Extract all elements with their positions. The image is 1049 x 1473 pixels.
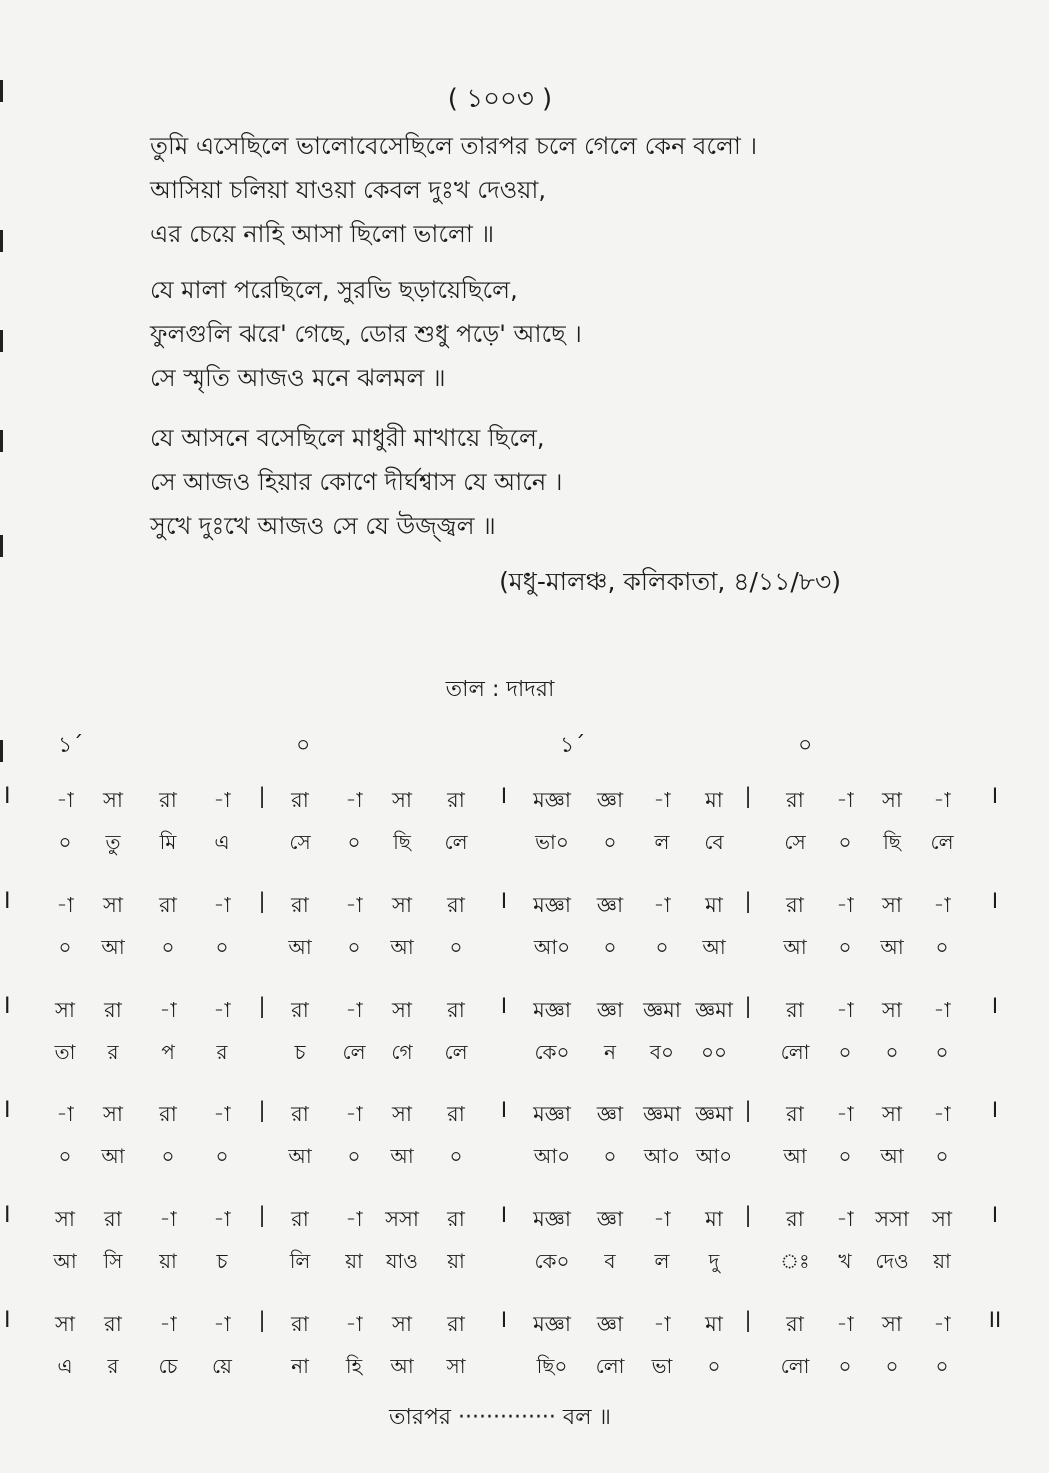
lyric-syllable-line: [0, 828, 1049, 868]
lyric-syllable: ছি: [883, 830, 901, 854]
stanza-1: [150, 124, 757, 256]
swara-note: -া: [56, 788, 74, 812]
swara-note: রা: [159, 892, 177, 917]
lyric-syllable: কে০: [534, 1039, 570, 1064]
lyric-syllable: ০: [347, 1144, 361, 1169]
lyric-syllable: ব০: [649, 1039, 675, 1064]
notation-row: [0, 1302, 1049, 1407]
swara-note: জ্ঞা: [596, 1102, 624, 1127]
lyric-syllable: ০: [838, 934, 852, 959]
beat-divider: |: [258, 888, 266, 913]
bar-end: I: [991, 888, 999, 913]
lyric-syllable: আ: [101, 934, 125, 959]
beat-marker: ০: [296, 733, 311, 758]
lyric-syllable: লো: [780, 1039, 810, 1064]
lyric-syllable: সা: [446, 1353, 466, 1378]
swara-note: রা: [447, 997, 465, 1022]
lyric-syllable: আ০: [533, 1144, 571, 1169]
lyric-syllable: ০: [885, 1353, 899, 1378]
bar-end: I: [991, 993, 999, 1018]
lyric-syllable: ০: [935, 934, 949, 959]
swara-note: -া: [653, 1311, 671, 1336]
swara-note: সা: [882, 788, 902, 812]
beat-divider: |: [744, 1307, 752, 1332]
taal-label: তাল : দাদরা: [445, 677, 555, 702]
lyric-line: সে স্মৃতি আজও মনে ঝলমল ॥: [150, 364, 446, 392]
lyric-syllable: লো: [595, 1353, 625, 1378]
swara-note: সা: [103, 788, 123, 812]
lyric-syllable: মি: [159, 830, 177, 854]
beat-divider: |: [744, 1098, 752, 1123]
swara-note: সা: [55, 997, 75, 1022]
notation-row: [0, 778, 1049, 883]
lyric-syllable: তা: [54, 1039, 76, 1064]
bar-end: I: [991, 784, 999, 808]
lyric-syllable: আ: [390, 1144, 414, 1169]
swara-note: -া: [345, 788, 363, 812]
margin-mark: [0, 230, 3, 252]
swara-note: রা: [104, 1311, 122, 1336]
stanza-2: [150, 268, 582, 400]
bar-start: I: [4, 784, 11, 809]
swara-note: জ্ঞা: [596, 892, 624, 917]
swara-note: রা: [291, 788, 309, 812]
lyric-syllable: ০: [58, 830, 72, 854]
lyric-syllable: আ: [702, 934, 726, 959]
lyric-syllable: চে: [158, 1353, 178, 1378]
stanza-3: [150, 416, 562, 548]
lyric-syllable: আ: [390, 1353, 414, 1378]
lyric-syllable: লি: [289, 1249, 311, 1274]
swara-note: জ্ঞমা: [643, 1102, 681, 1127]
beat-marker: ০: [798, 733, 813, 758]
lyric-syllable: আ: [390, 934, 414, 959]
lyric-syllable: ল: [654, 830, 670, 854]
swara-note: সা: [392, 997, 412, 1022]
bar-start: I: [4, 1307, 11, 1333]
beat-divider: |: [258, 993, 266, 1018]
swara-note: -া: [345, 1207, 363, 1232]
swara-line: [0, 994, 1049, 1034]
swara-note: মজ্ঞা: [533, 1207, 571, 1232]
bar-start: I: [4, 1203, 11, 1229]
swara-note: -া: [345, 892, 363, 917]
swara-note: রা: [291, 1207, 309, 1232]
lyric-line: সে আজও হিয়ার কোণে দীর্ঘশ্বাস যে আনে ।: [150, 468, 563, 496]
swara-note: সা: [103, 892, 123, 917]
lyric-syllable: বে: [704, 830, 724, 854]
lyric-syllable: য়ে: [212, 1353, 232, 1378]
swara-note: -া: [653, 788, 671, 812]
swara-note: রা: [786, 1311, 804, 1336]
lyric-syllable: ০: [707, 1353, 721, 1378]
swara-note: -া: [653, 1207, 671, 1232]
lyric-line: ফুলগুলি ঝরে' গেছে, ডোর শুধু পড়ে' আছে ।: [150, 320, 582, 348]
lyric-syllable: লে: [930, 830, 954, 854]
notation-row: [0, 883, 1049, 988]
bar-mid: I: [500, 1203, 508, 1228]
swara-note: মজ্ঞা: [533, 1102, 571, 1127]
swara-note: -া: [159, 997, 177, 1022]
swara-note: -া: [213, 892, 231, 917]
bar-mid: I: [500, 1307, 508, 1332]
swara-note: সা: [882, 1102, 902, 1127]
lyric-syllable: ০: [161, 934, 175, 959]
swara-note: মা: [705, 1207, 723, 1232]
swara-note: সসা: [875, 1207, 909, 1232]
lyric-syllable: ঃ: [780, 1249, 810, 1274]
swara-note: -া: [836, 1207, 854, 1232]
lyric-syllable: ০: [449, 934, 463, 959]
lyric-syllable: ০: [161, 1144, 175, 1169]
lyric-syllable: আ০: [695, 1144, 733, 1169]
lyric-syllable: য়া: [447, 1249, 465, 1274]
swara-note: -া: [159, 1311, 177, 1336]
lyric-syllable: সে: [784, 830, 806, 854]
lyric-syllable: আ০: [533, 934, 571, 959]
lyric-syllable: র: [107, 1353, 119, 1378]
bar-mid: I: [500, 1098, 508, 1123]
swara-note: -া: [933, 788, 951, 812]
lyric-syllable: য়া: [345, 1249, 363, 1274]
lyric-syllable: ০: [215, 934, 229, 959]
bar-mid: I: [500, 784, 508, 808]
swara-note: মজ্ঞা: [533, 892, 571, 917]
lyric-syllable: ০: [838, 1144, 852, 1169]
swara-note: -া: [933, 1311, 951, 1336]
lyric-syllable: প: [161, 1039, 175, 1064]
lyric-syllable: আ: [53, 1249, 77, 1274]
swara-note: -া: [159, 1207, 177, 1232]
lyric-syllable: য়া: [933, 1249, 951, 1274]
bar-start: I: [4, 1098, 11, 1124]
swara-note: রা: [291, 1102, 309, 1127]
swara-note: -া: [933, 1102, 951, 1127]
swara-note: মজ্ঞা: [533, 788, 571, 812]
lyric-syllable: ন: [604, 1039, 616, 1064]
lyric-syllable-line: [0, 933, 1049, 973]
lyric-syllable-line: [0, 1247, 1049, 1287]
lyric-syllable: লে: [444, 1039, 468, 1064]
margin-mark: [0, 330, 3, 352]
swara-note: -া: [56, 1102, 74, 1127]
beat-marker: ১´: [58, 733, 84, 758]
swara-note: সা: [392, 788, 412, 812]
lyric-syllable: আ০: [643, 1144, 681, 1169]
lyric-syllable: ০: [603, 1144, 617, 1169]
lyric-line: যে আসনে বসেছিলে মাধুরী মাখায়ে ছিলে,: [150, 424, 545, 452]
lyric-syllable: আ: [288, 1144, 312, 1169]
lyric-syllable: ০: [885, 1039, 899, 1064]
lyric-syllable: ০: [655, 934, 669, 959]
swara-note: মজ্ঞা: [533, 1311, 571, 1336]
lyric-syllable: আ: [783, 934, 807, 959]
lyric-syllable: কে০: [534, 1249, 570, 1274]
swara-note: -া: [345, 1102, 363, 1127]
lyric-syllable: ০: [347, 830, 361, 854]
notation-table: [0, 778, 1049, 1407]
lyric-syllable: খ: [838, 1249, 852, 1274]
lyric-syllable: যাও: [385, 1249, 419, 1274]
lyric-syllable: ০: [449, 1144, 463, 1169]
lyric-syllable: ছি: [393, 830, 411, 854]
swara-note: সা: [55, 1311, 75, 1336]
lyric-syllable: ব: [604, 1249, 616, 1274]
lyric-syllable: সে: [289, 830, 311, 854]
swara-note: জ্ঞা: [596, 1207, 624, 1232]
swara-note: সা: [882, 892, 902, 917]
footer-line: তারপর ·············· বল ॥: [389, 1405, 611, 1430]
lyric-syllable-line: [0, 1142, 1049, 1182]
swara-note: -া: [213, 1102, 231, 1127]
beat-divider: |: [744, 888, 752, 913]
beat-divider: |: [744, 1203, 752, 1228]
swara-note: -া: [933, 997, 951, 1022]
swara-note: -া: [213, 788, 231, 812]
lyric-syllable: র: [216, 1039, 228, 1064]
bar-start: I: [4, 888, 11, 914]
lyric-syllable: দেও: [875, 1249, 909, 1274]
swara-note: রা: [104, 1207, 122, 1232]
swara-note: রা: [104, 997, 122, 1022]
lyric-syllable: লো: [780, 1353, 810, 1378]
lyric-syllable: সি: [103, 1249, 123, 1274]
swara-note: রা: [786, 1207, 804, 1232]
lyric-syllable: ০০: [700, 1039, 728, 1064]
swara-note: সসা: [385, 1207, 419, 1232]
swara-note: -া: [836, 1102, 854, 1127]
swara-note: রা: [159, 788, 177, 812]
swara-note: রা: [786, 788, 804, 812]
swara-line: [0, 784, 1049, 824]
swara-note: রা: [291, 1311, 309, 1336]
lyric-syllable: র: [107, 1039, 119, 1064]
lyric-syllable: ০: [215, 1144, 229, 1169]
swara-note: সা: [932, 1207, 952, 1232]
lyric-syllable: দু: [708, 1249, 720, 1274]
swara-note: মজ্ঞা: [533, 997, 571, 1022]
swara-note: জ্ঞা: [596, 997, 624, 1022]
lyric-syllable: ছি০: [536, 1353, 568, 1378]
swara-note: জ্ঞমা: [695, 997, 733, 1022]
swara-note: মা: [705, 788, 723, 812]
lyric-syllable: আ: [880, 934, 904, 959]
notation-row: [0, 988, 1049, 1093]
swara-note: -া: [836, 997, 854, 1022]
swara-note: -া: [345, 997, 363, 1022]
lyric-syllable: এ: [57, 1353, 73, 1378]
swara-note: জ্ঞা: [596, 788, 624, 812]
lyric-syllable: লে: [444, 830, 468, 854]
lyric-syllable: আ: [783, 1144, 807, 1169]
beat-divider: |: [258, 1307, 266, 1332]
swara-note: জ্ঞমা: [643, 997, 681, 1022]
swara-note: রা: [447, 1311, 465, 1336]
bar-end: I: [991, 1203, 999, 1228]
swara-note: -া: [836, 1311, 854, 1336]
lyric-syllable: ০: [603, 830, 617, 854]
lyric-syllable: ০: [935, 1039, 949, 1064]
swara-line: [0, 1203, 1049, 1243]
beat-marker: ১´: [560, 733, 586, 758]
swara-note: রা: [159, 1102, 177, 1127]
swara-note: রা: [447, 1102, 465, 1127]
swara-note: সা: [392, 892, 412, 917]
lyric-syllable-line: [0, 1038, 1049, 1078]
swara-note: রা: [447, 892, 465, 917]
lyric-syllable: ০: [838, 1039, 852, 1064]
lyric-syllable: ০: [603, 934, 617, 959]
margin-mark: [0, 430, 3, 452]
lyric-syllable: ভা: [651, 1353, 673, 1378]
beat-divider: |: [258, 1098, 266, 1123]
lyric-line: সুখে দুঃখে আজও সে যে উজ্জ্বল ॥: [150, 512, 496, 540]
swara-note: রা: [447, 1207, 465, 1232]
swara-line: [0, 889, 1049, 929]
citation: (মধু-মালঞ্চ, কলিকাতা, ৪/১১/৮৩): [499, 567, 841, 596]
bar-start: I: [4, 993, 11, 1019]
beat-divider: |: [258, 784, 266, 808]
beat-divider: |: [744, 993, 752, 1018]
lyric-syllable: ০: [58, 1144, 72, 1169]
swara-note: জ্ঞমা: [695, 1102, 733, 1127]
lyric-syllable: ০: [58, 934, 72, 959]
bar-end: I: [991, 1098, 999, 1123]
swara-note: -া: [836, 788, 854, 812]
swara-note: -া: [345, 1311, 363, 1336]
swara-note: -া: [933, 892, 951, 917]
lyric-syllable: লে: [342, 1039, 366, 1064]
lyric-line: আসিয়া চলিয়া যাওয়া কেবল দুঃখ দেওয়া,: [150, 176, 546, 204]
swara-note: মা: [705, 1311, 723, 1336]
lyric-syllable: আ: [101, 1144, 125, 1169]
lyric-syllable: ল: [654, 1249, 670, 1274]
swara-note: রা: [291, 892, 309, 917]
swara-note: রা: [291, 997, 309, 1022]
lyric-syllable-line: [0, 1352, 1049, 1392]
swara-note: -া: [56, 892, 74, 917]
swara-note: সা: [103, 1102, 123, 1127]
lyric-syllable: ভা০: [535, 830, 569, 854]
song-number: ( ১০০৩ ): [447, 84, 553, 114]
lyric-line: তুমি এসেছিলে ভালোবেসেছিলে তারপর চলে গেলে কেন বলো ।: [150, 132, 758, 160]
beat-markers: [0, 728, 1049, 758]
lyric-syllable: ০: [838, 1353, 852, 1378]
lyric-syllable: গে: [391, 1039, 413, 1064]
notation-row: [0, 1197, 1049, 1302]
swara-note: -া: [213, 1207, 231, 1232]
swara-note: -া: [653, 892, 671, 917]
beat-divider: |: [258, 1203, 266, 1228]
lyric-syllable: না: [291, 1353, 309, 1378]
lyric-syllable: আ: [880, 1144, 904, 1169]
swara-note: মা: [705, 892, 723, 917]
swara-note: সা: [882, 1311, 902, 1336]
lyric-line: যে মালা পরেছিলে, সুরভি ছড়ায়েছিলে,: [150, 276, 518, 304]
lyric-syllable: ০: [935, 1144, 949, 1169]
lyric-syllable: হি: [345, 1353, 363, 1378]
swara-note: রা: [786, 997, 804, 1022]
swara-note: -া: [836, 892, 854, 917]
lyric-syllable: আ: [288, 934, 312, 959]
swara-note: সা: [882, 997, 902, 1022]
beat-divider: |: [744, 784, 752, 808]
bar-end: II: [988, 1307, 1002, 1332]
lyric-syllable: এ: [214, 830, 230, 854]
lyric-syllable: ০: [838, 830, 852, 854]
lyric-syllable: চ: [216, 1249, 228, 1274]
lyric-syllable: তু: [105, 830, 121, 854]
margin-mark: [0, 535, 3, 557]
swara-note: সা: [55, 1207, 75, 1232]
swara-note: রা: [447, 788, 465, 812]
swara-note: সা: [392, 1311, 412, 1336]
swara-note: জ্ঞা: [596, 1311, 624, 1336]
bar-mid: I: [500, 993, 508, 1018]
lyric-syllable: ০: [347, 934, 361, 959]
swara-note: সা: [392, 1102, 412, 1127]
lyric-syllable: ০: [935, 1353, 949, 1378]
lyric-syllable: চ: [294, 1039, 306, 1064]
swara-line: [0, 1098, 1049, 1138]
lyric-syllable: য়া: [159, 1249, 177, 1274]
swara-note: রা: [786, 1102, 804, 1127]
notation-row: [0, 1092, 1049, 1197]
swara-note: -া: [213, 997, 231, 1022]
lyric-line: এর চেয়ে নাহি আসা ছিলো ভালো ॥: [150, 220, 495, 248]
bar-mid: I: [500, 888, 508, 913]
swara-line: [0, 1308, 1049, 1348]
swara-note: -া: [213, 1311, 231, 1336]
swara-note: রা: [786, 892, 804, 917]
